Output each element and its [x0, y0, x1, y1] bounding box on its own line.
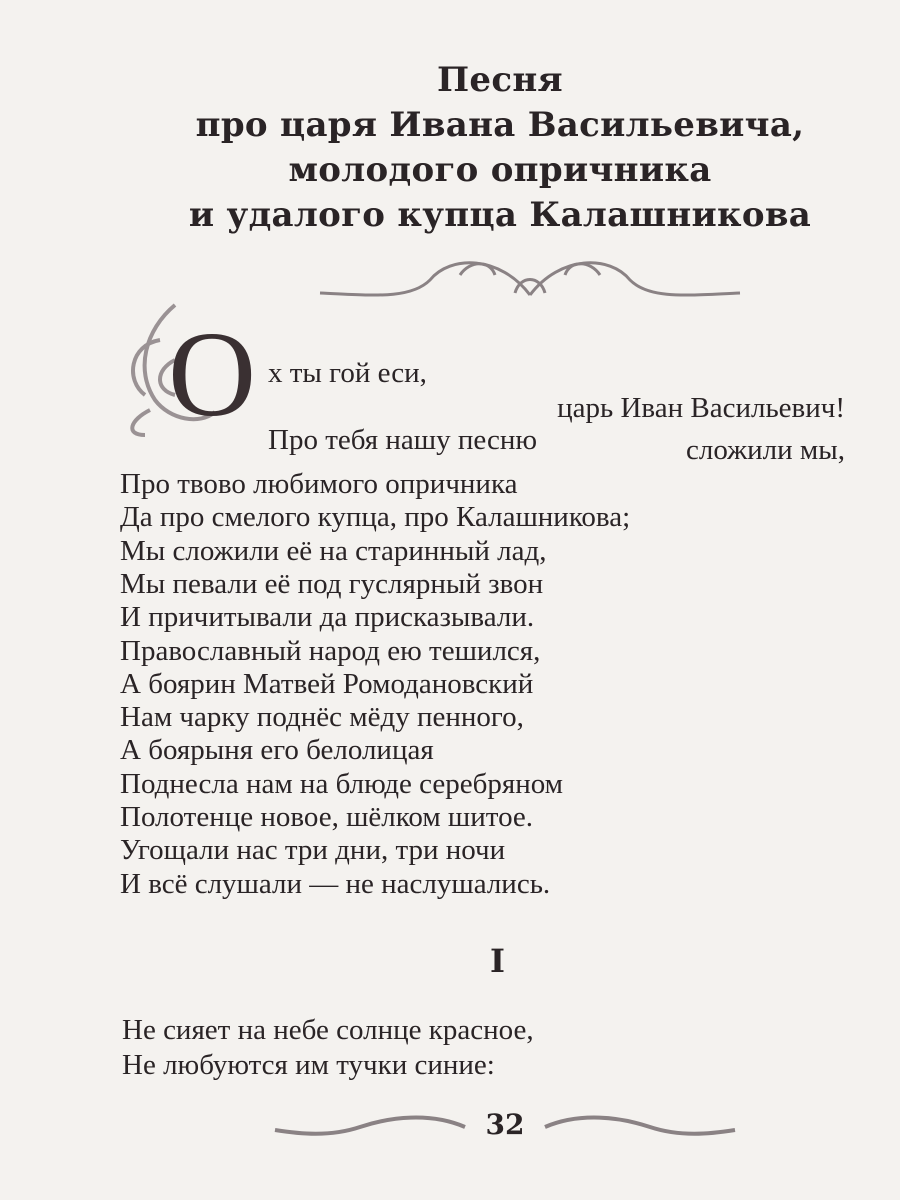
section-line: Не любуются им тучки синие:: [122, 1049, 495, 1081]
title-line: и удалого купца Калашникова: [188, 195, 812, 235]
verse-line: Нам чарку поднёс мёду пенного,: [120, 701, 524, 734]
verse-line: Про твово любимого опричника: [120, 468, 518, 500]
intro-line: х ты гой еси,: [268, 357, 427, 389]
section-line: Не сияет на небе солнце красное,: [122, 1014, 534, 1046]
title-line: про царя Ивана Васильевича,: [195, 105, 805, 145]
title-ornament-icon: [310, 245, 750, 305]
verse-line: Полотенце новое, шёлком шитое.: [120, 801, 534, 833]
poem-title: [120, 58, 880, 238]
intro-line: сложили мы,: [685, 434, 845, 466]
verse-line: Мы сложили её на старинный лад,: [120, 534, 547, 567]
drop-cap: О: [168, 307, 257, 442]
title-line: Песня: [437, 60, 563, 100]
intro-line: царь Иван Васильевич!: [557, 392, 845, 424]
verse-line: А боярыня его белолицая: [120, 734, 434, 767]
verse-line: Поднесла нам на блюде серебряном: [120, 767, 564, 800]
verse-line: Православный народ ею тешился,: [120, 634, 541, 667]
verse-line: Угощали нас три дни, три ночи: [120, 834, 506, 867]
intro-line: Про тебя нашу песню: [268, 424, 538, 456]
verse-line: И причитывали да присказывали.: [120, 601, 535, 634]
verse-line: А боярин Матвей Ромодановский: [120, 667, 534, 700]
verse-line: Да про смелого купца, про Калашникова;: [120, 501, 631, 534]
title-line: молодого опричника: [288, 150, 712, 190]
verse-line: Мы певали её под гуслярный звон: [120, 567, 544, 600]
page-number: 32: [485, 1108, 525, 1141]
footer-ornament-right-icon: [540, 1112, 740, 1142]
verse-line: И всё слушали — не наслушались.: [120, 867, 551, 900]
section-number: I: [490, 942, 505, 980]
